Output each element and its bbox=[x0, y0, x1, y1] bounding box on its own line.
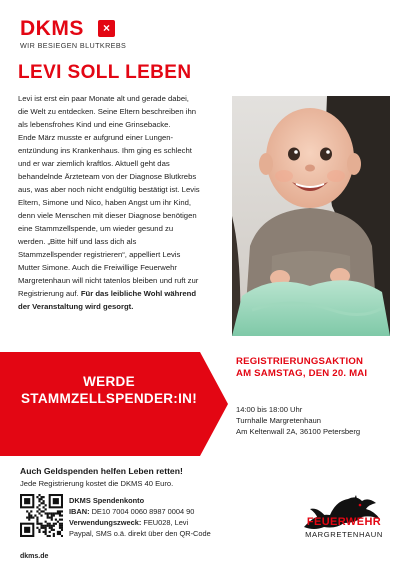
story-line: behandelnde Ärzteteam von der Diagnose Blutkrebs bbox=[18, 172, 197, 181]
event-time: 14:00 bis 18:00 Uhr bbox=[236, 405, 303, 414]
story-line: Ende März musste er aufgrund einer Lungen- bbox=[18, 133, 174, 142]
story-last-line bbox=[18, 287, 230, 300]
event-title-line-1: REGISTRIERUNGSAKTION bbox=[236, 356, 364, 367]
baby-photo bbox=[232, 96, 390, 336]
story-line: eine Stammzellspende, um wieder gesund zu bbox=[18, 224, 174, 233]
purpose-row bbox=[69, 517, 211, 528]
story-line: Mutter Simone. Auch die Freiwillige Feuerwehr bbox=[18, 263, 177, 272]
logo-x-icon: × bbox=[98, 20, 115, 37]
account-title: DKMS Spendenkonto bbox=[69, 496, 145, 505]
event-venue: Turnhalle Margretenhaun bbox=[236, 416, 321, 425]
story-line: denn viele Menschen mit dieser Diagnose benötigen bbox=[18, 211, 197, 220]
story-closing: der Veranstaltung wird gesorgt. bbox=[18, 302, 134, 311]
story-line: Eltern, Simone und Nico, haben Angst um ihr Kind, bbox=[18, 198, 192, 207]
story-last-plain: Registrierung auf. bbox=[18, 289, 79, 298]
story-line: und er war ziemlich kraftlos. Aktuell geht das bbox=[18, 159, 170, 168]
iban-value: DE10 7004 0060 8987 0004 90 bbox=[91, 507, 195, 516]
paypal-info: Paypal, SMS o.ä. direkt über den QR-Code bbox=[69, 529, 211, 538]
purpose-label: Verwendungszweck: bbox=[69, 518, 142, 527]
story-line: werden. „Bitte hilf und lass dich als bbox=[18, 237, 137, 246]
event-address: Am Keltenwall 2A, 36100 Petersberg bbox=[236, 427, 361, 436]
banner-line-2: STAMMZELLSPENDER:IN! bbox=[21, 391, 197, 406]
qr-code[interactable] bbox=[20, 494, 63, 537]
donation-subline: Jede Registrierung kostet die DKMS 40 Euro. bbox=[20, 479, 174, 488]
partner-name: FEUERWEHR bbox=[306, 516, 382, 528]
logo-wordmark: DKMS bbox=[20, 17, 84, 40]
purpose-value: FEU028, Levi bbox=[143, 518, 189, 527]
iban-row bbox=[69, 506, 211, 517]
logo-tagline: WIR BESIEGEN BLUTKREBS bbox=[20, 41, 127, 50]
story-text bbox=[18, 92, 230, 313]
story-line: Stammzellspender registrieren“, appelliert Levis bbox=[18, 250, 181, 259]
story-line: Margretenhaun will nicht tatenlos bleiben und ruft zur bbox=[18, 276, 199, 285]
banner-text bbox=[0, 373, 218, 407]
donation-heading: Auch Geldspenden helfen Leben retten! bbox=[20, 466, 183, 476]
bank-details bbox=[69, 495, 211, 539]
story-line: die Welt zu entdecken. Seine Eltern beschreiben ihn bbox=[18, 107, 197, 116]
event-title bbox=[236, 356, 367, 379]
story-last-bold: Für das leibliche Wohl während bbox=[80, 289, 197, 298]
story-line: Levi ist erst ein paar Monate alt und gerade dabei, bbox=[18, 94, 189, 103]
partner-place: MARGRETENHAUN bbox=[305, 530, 383, 539]
iban-label: IBAN: bbox=[69, 507, 90, 516]
dkms-logo bbox=[20, 18, 130, 52]
banner-line-1: WERDE bbox=[83, 374, 135, 389]
story-lines bbox=[18, 92, 230, 287]
story-line: entzündung ins Krankenhaus. Ihm ging es schlecht bbox=[18, 146, 192, 155]
event-title-line-2: AM SAMSTAG, DEN 20. MAI bbox=[236, 367, 368, 379]
event-details bbox=[236, 404, 360, 437]
page-title: LEVI SOLL LEBEN bbox=[18, 62, 192, 83]
story-line: aus, was aber noch nicht endgültig bestätigt ist. Levis bbox=[18, 185, 200, 194]
story-line: als lebensfrohes Kind und eine Grinsebacke. bbox=[18, 120, 171, 129]
website-link[interactable]: dkms.de bbox=[20, 553, 49, 560]
